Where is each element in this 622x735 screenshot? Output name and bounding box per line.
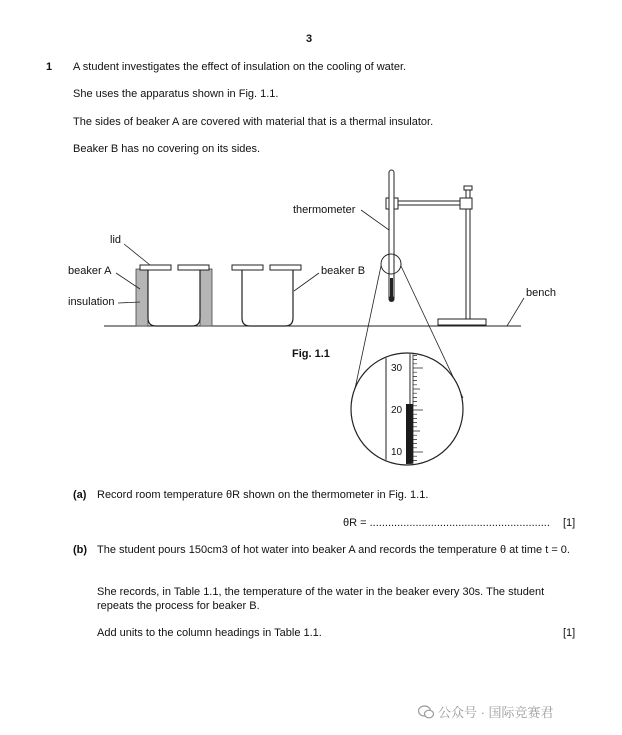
thermometer-liquid — [390, 278, 393, 298]
beaker-b-leader — [294, 273, 319, 291]
part-b-instruction: Add units to the column headings in Table 1.1. — [97, 627, 322, 639]
label-thermometer: thermometer — [293, 204, 356, 216]
page-number: 3 — [306, 33, 313, 45]
scale-label-30: 30 — [391, 363, 403, 374]
label-beaker-b: beaker B — [321, 265, 366, 277]
insulation-left — [136, 269, 148, 326]
part-b-marks: [1] — [563, 627, 576, 639]
label-insulation: insulation — [68, 296, 115, 308]
thermometer-leader — [361, 210, 389, 230]
beaker-b-body — [242, 270, 293, 326]
magnified-liquid-column — [406, 404, 413, 480]
bench-leader — [507, 298, 524, 326]
intro-line-4: Beaker B has no covering on its sides. — [73, 143, 261, 155]
beaker-a-lid-right — [178, 265, 209, 270]
beaker-a-lid-left — [140, 265, 171, 270]
beaker-b-lid-left — [232, 265, 263, 270]
wechat-icon — [418, 705, 434, 719]
part-a-marks: [1] — [563, 517, 576, 529]
label-bench: bench — [526, 287, 556, 299]
part-b-text: The student pours 150cm3 of hot water into beaker A and records the temperature θ at time t = 0. — [97, 544, 570, 556]
stand-base — [438, 319, 486, 325]
question-number: 1 — [46, 61, 53, 73]
scale-label-10: 10 — [391, 447, 403, 458]
boss-head — [460, 198, 472, 209]
label-beaker-a: beaker A — [68, 265, 112, 277]
beaker-a-body — [148, 270, 200, 326]
part-a-answer-line[interactable] — [343, 516, 550, 530]
part-a-label: (a) — [73, 489, 87, 501]
watermark — [418, 702, 554, 721]
part-a-answer-prefix: θR = — [343, 517, 370, 529]
lid-leader — [124, 244, 150, 265]
figure-caption: Fig. 1.1 — [292, 348, 330, 360]
stand-rod-top — [464, 186, 472, 190]
beaker-b-lid-right — [270, 265, 301, 270]
label-lid: lid — [110, 234, 122, 246]
watermark-text: 公众号 · 国际竞赛君 — [438, 705, 554, 720]
part-b-para2: She records, in Table 1.1, the temperature of the water in the beaker every 30s. The student repeats the process for beaker B. — [97, 586, 545, 612]
scale-label-20: 20 — [391, 405, 403, 416]
intro-line-1: A student investigates the effect of insulation on the cooling of water. — [73, 61, 407, 73]
intro-line-3: The sides of beaker A are covered with material that is a thermal insulator. — [73, 116, 434, 128]
insulation-right — [200, 269, 212, 326]
part-a-answer-dots: ........................................................... — [369, 517, 550, 529]
thermometer-bulb — [389, 296, 395, 302]
clamp-arm — [398, 201, 463, 205]
intro-line-2: She uses the apparatus shown in Fig. 1.1. — [73, 88, 279, 100]
part-a-text: Record room temperature θR shown on the thermometer in Fig. 1.1. — [97, 489, 429, 501]
part-b-label: (b) — [73, 544, 88, 556]
